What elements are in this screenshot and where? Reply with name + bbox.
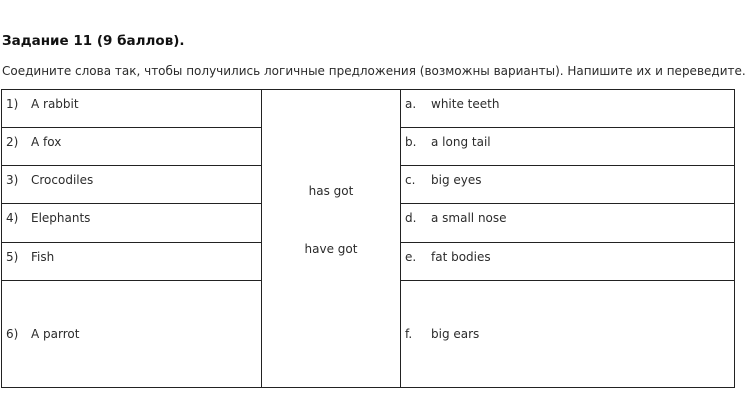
object-text: big ears xyxy=(431,326,480,341)
subject-text: A rabbit xyxy=(31,97,79,111)
subject-cell xyxy=(2,204,262,242)
table-row xyxy=(2,90,735,128)
verb-cell xyxy=(262,90,401,388)
object-letter: d. xyxy=(405,211,417,226)
object-letter: b. xyxy=(405,135,417,150)
task-title: Задание 11 (9 баллов). xyxy=(2,33,185,49)
subject-number: 5) xyxy=(6,249,19,264)
object-letter: f. xyxy=(405,326,413,341)
subject-cell xyxy=(2,90,262,128)
subject-text: Fish xyxy=(31,249,55,264)
subject-number: 1) xyxy=(6,97,19,111)
subject-text: A parrot xyxy=(31,326,80,341)
object-letter: a. xyxy=(405,97,417,111)
subject-cell xyxy=(2,242,262,280)
object-text: a small nose xyxy=(431,211,507,226)
object-cell xyxy=(401,166,735,204)
subject-cell xyxy=(2,128,262,166)
subject-number: 6) xyxy=(6,326,19,341)
object-text: a long tail xyxy=(431,135,491,150)
subject-text: Crocodiles xyxy=(31,173,94,188)
object-letter: e. xyxy=(405,249,417,264)
subject-text: A fox xyxy=(31,135,62,150)
object-text: big eyes xyxy=(431,173,482,188)
subject-text: Elephants xyxy=(31,211,91,226)
subject-number: 4) xyxy=(6,211,19,226)
object-cell xyxy=(401,242,735,280)
object-cell xyxy=(401,90,735,128)
object-text: white teeth xyxy=(431,97,500,111)
object-letter: c. xyxy=(405,173,416,188)
subject-number: 3) xyxy=(6,173,19,188)
subject-cell xyxy=(2,166,262,204)
verb-have-got: have got xyxy=(304,242,358,256)
task-instruction: Соедините слова так, чтобы получились логичные предложения (возможны варианты). Напишите их и переведите. xyxy=(2,64,746,78)
object-cell xyxy=(401,204,735,242)
subject-number: 2) xyxy=(6,135,19,150)
matching-table xyxy=(1,89,735,388)
object-text: fat bodies xyxy=(431,249,491,264)
subject-cell xyxy=(2,280,262,387)
object-cell xyxy=(401,280,735,387)
object-cell xyxy=(401,128,735,166)
verb-has-got: has got xyxy=(308,184,354,198)
